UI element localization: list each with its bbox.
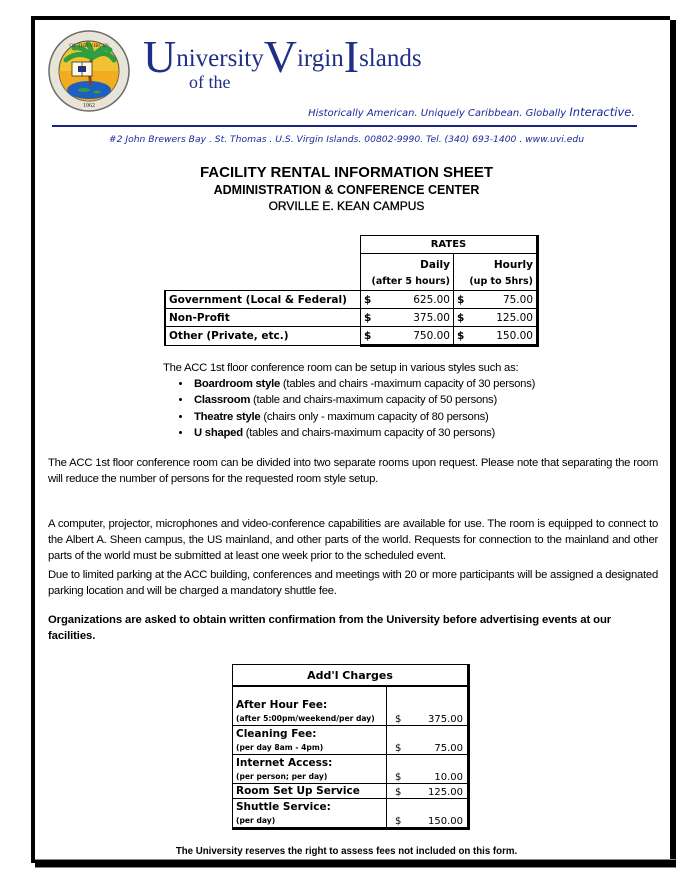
charge-name-cell xyxy=(233,799,387,829)
style-description: (chairs only - maximum capacity of 80 persons) xyxy=(260,410,489,423)
charge-name-cell xyxy=(233,686,387,726)
wordmark-letter-u: U xyxy=(143,31,177,82)
address-line: #2 John Brewers Bay . St. Thomas . U.S. Virgin Islands. 00802-9990. Tel. (340) 693-1400 . www.uvi.edu xyxy=(108,134,585,145)
parking-paragraph: Due to limited parking at the ACC building, conferences and meetings with 20 or more participants will be assigned a designated parking location and will be charged a mandatory shuttle fee. xyxy=(48,569,658,597)
rate-row xyxy=(165,291,538,309)
charge-amount: 125.00 xyxy=(412,784,469,799)
list-item xyxy=(192,376,535,392)
daily-rate: 750.00 xyxy=(379,327,454,346)
header-divider xyxy=(52,125,637,127)
charge-amount: 150.00 xyxy=(412,799,469,829)
currency-symbol: $ xyxy=(454,291,473,309)
setup-intro: The ACC 1st floor conference room can be setup in various styles such as: xyxy=(163,362,519,374)
daily-header: Daily xyxy=(361,254,454,274)
rate-category: Other (Private, etc.) xyxy=(165,327,361,346)
page-subtitle: ADMINISTRATION & CONFERENCE CENTER xyxy=(213,183,480,197)
rate-category: Government (Local & Federal) xyxy=(165,291,361,309)
charges-header: Add'l Charges xyxy=(233,665,469,687)
style-name: U shaped xyxy=(194,426,243,439)
daily-rate: 375.00 xyxy=(379,309,454,327)
wordmark-of-the: of the xyxy=(189,72,231,92)
seal-text: OF THE VIRGIN xyxy=(69,43,109,49)
additional-charges-table xyxy=(232,664,470,830)
footer-disclaimer: The University reserves the right to assess fees not included on this form. xyxy=(175,846,518,857)
charge-name-cell xyxy=(233,755,387,784)
seal-year: 1962 xyxy=(83,103,95,109)
currency-symbol: $ xyxy=(387,726,413,755)
charge-name: Cleaning Fee: xyxy=(236,728,317,740)
currency-symbol: $ xyxy=(395,714,402,725)
page-shadow-bottom xyxy=(35,859,676,868)
charge-row xyxy=(233,799,469,829)
room-styles-list xyxy=(170,376,535,441)
campus-name: ORVILLE E. KEAN CAMPUS xyxy=(268,199,425,213)
currency-symbol: $ xyxy=(454,309,473,327)
rates-header: RATES xyxy=(361,236,538,254)
page-title: FACILITY RENTAL INFORMATION SHEET xyxy=(199,164,494,181)
charge-note: (after 5:00pm/weekend/per day) xyxy=(236,714,375,723)
rate-row xyxy=(165,327,538,346)
rates-table xyxy=(164,235,539,347)
charge-row xyxy=(233,686,469,726)
page-shadow-right xyxy=(670,20,676,868)
charge-name: Shuttle Service: xyxy=(236,801,331,813)
hourly-rate: 150.00 xyxy=(472,327,538,346)
wordmark-niversity: niversity xyxy=(176,45,264,72)
charge-note: (per day 8am - 4pm) xyxy=(236,743,324,752)
charge-name: Internet Access: xyxy=(236,757,333,769)
currency-symbol: $ xyxy=(361,327,380,346)
hourly-header: Hourly xyxy=(454,254,538,274)
charge-amount: 75.00 xyxy=(412,726,469,755)
currency-symbol: $ xyxy=(387,784,413,799)
style-description: (tables and chairs -maximum capacity of 30 persons) xyxy=(280,378,536,390)
style-name: Boardroom style xyxy=(194,378,281,390)
tagline xyxy=(308,105,635,119)
rate-row xyxy=(165,309,538,327)
charge-name: Room Set Up Service xyxy=(236,785,360,797)
list-item xyxy=(192,425,535,441)
university-seal-icon xyxy=(48,30,130,112)
confirmation-notice: Organizations are asked to obtain written confirmation from the University before advertising events at our facilities. xyxy=(48,614,612,642)
style-name: Theatre style xyxy=(194,410,261,423)
charge-note: (per day) xyxy=(236,816,276,825)
tagline-emphasis: Interactive. xyxy=(569,105,635,119)
charge-name-cell xyxy=(233,726,387,755)
currency-symbol: $ xyxy=(387,799,413,829)
room-divide-paragraph: The ACC 1st floor conference room can be divided into two separate rooms upon request. Please note that separating the room will reduce the number of persons for the requested room style setup. xyxy=(48,457,658,485)
empty-cell xyxy=(165,273,361,291)
style-name: Classroom xyxy=(194,394,251,407)
currency-symbol: $ xyxy=(361,309,380,327)
charge-amount: 10.00 xyxy=(412,755,469,784)
currency-symbol: $ xyxy=(387,755,413,784)
daily-note: (after 5 hours) xyxy=(361,273,454,291)
rate-category: Non-Profit xyxy=(165,309,361,327)
wordmark-letter-i: I xyxy=(343,31,360,82)
charge-name-cell xyxy=(233,784,387,799)
charge-row xyxy=(233,784,469,799)
charge-name: After Hour Fee: xyxy=(236,699,328,711)
university-wordmark xyxy=(143,31,422,92)
currency-symbol: $ xyxy=(454,327,473,346)
wordmark-slands: slands xyxy=(359,45,422,72)
daily-rate: 625.00 xyxy=(379,291,454,309)
charge-amount: 375.00 xyxy=(428,714,463,725)
style-description: (tables and chairs-maximum capacity of 30 persons) xyxy=(242,426,496,439)
list-item xyxy=(192,392,535,408)
charge-note: (per person; per day) xyxy=(236,772,328,781)
hourly-rate: 125.00 xyxy=(472,309,538,327)
tagline-main: Historically American. Uniquely Caribbean. Globally xyxy=(308,108,570,119)
empty-cell xyxy=(165,254,361,274)
charge-row xyxy=(233,755,469,784)
hourly-note: (up to 5hrs) xyxy=(454,273,538,291)
title-block xyxy=(0,164,693,214)
equipment-paragraph: A computer, projector, microphones and video-conference capabilities are available for use. The room is equipped to connect to the Albert A. Sheen campus, the US mainland, and other parts of the world. Requests for connection to the mainland and other parts of the world must be submitted at least one week prior to the scheduled event. xyxy=(48,518,658,562)
empty-cell xyxy=(165,236,361,254)
wordmark-irgin: irgin xyxy=(296,45,344,72)
charge-row xyxy=(233,726,469,755)
style-description: (table and chairs-maximum capacity of 50 persons) xyxy=(250,394,497,407)
hourly-rate: 75.00 xyxy=(472,291,538,309)
currency-symbol: $ xyxy=(361,291,380,309)
list-item xyxy=(192,409,535,425)
wordmark-letter-v: V xyxy=(263,31,297,82)
